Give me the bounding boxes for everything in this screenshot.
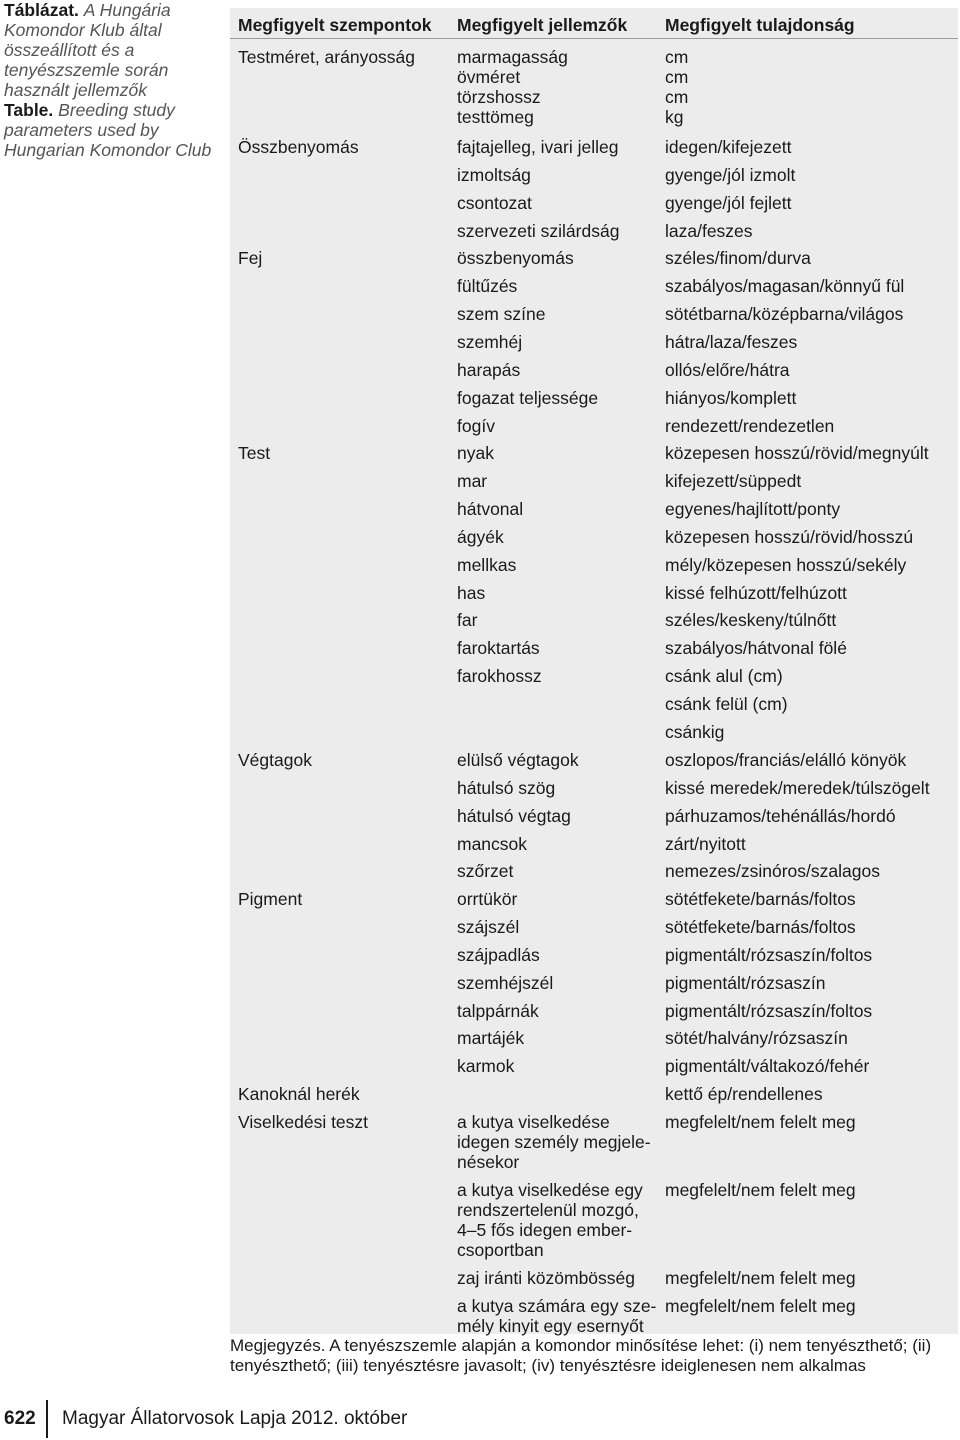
property-text: pigmentált/váltakozó/fehér [665, 1056, 870, 1076]
property-text: kissé felhúzott/felhúzott [665, 583, 847, 603]
property-text: cm [665, 67, 689, 87]
property-text: csánk alul (cm) [665, 666, 783, 686]
aspect-text: Kanoknál herék [238, 1084, 360, 1104]
feature-text: marmagasság [457, 47, 568, 67]
feature-text: faroktartás [457, 638, 540, 658]
cell-aspect [238, 694, 448, 714]
cell-property [665, 137, 958, 157]
feature-text: orrtükör [457, 889, 518, 909]
cell-property [665, 221, 958, 241]
cell-aspect [238, 638, 448, 658]
property-text: egyenes/hajlított/ponty [665, 499, 841, 519]
cell-feature [457, 388, 657, 408]
cell-feature [457, 416, 657, 436]
cell-aspect [238, 193, 448, 213]
cell-feature [457, 1112, 657, 1172]
cell-feature [457, 1028, 657, 1048]
cell-aspect [238, 499, 448, 519]
cell-aspect [238, 304, 448, 324]
journal-title: Magyar Állatorvosok Lapja 2012. október [62, 1408, 408, 1429]
feature-text: karmok [457, 1056, 515, 1076]
cell-aspect [238, 750, 448, 770]
cell-feature [457, 471, 657, 491]
feature-text: csoportban [457, 1240, 544, 1260]
property-text: oszlopos/franciás/elálló könyök [665, 750, 907, 770]
aspect-text [238, 1296, 448, 1316]
feature-text [457, 722, 657, 742]
feature-text: mellkas [457, 555, 517, 575]
cell-feature [457, 304, 657, 324]
property-text: pigmentált/rózsaszín/foltos [665, 945, 873, 965]
cell-property [665, 304, 958, 324]
cell-property [665, 1084, 958, 1104]
aspect-text [238, 499, 448, 519]
caption-en-label: Table. [4, 100, 54, 120]
aspect-text: Végtagok [238, 750, 312, 770]
aspect-text [238, 638, 448, 658]
cell-aspect [238, 332, 448, 352]
cell-aspect [238, 945, 448, 965]
cell-aspect [238, 1112, 448, 1132]
property-text: zárt/nyitott [665, 834, 746, 854]
cell-feature [457, 1001, 657, 1021]
header-observed-properties: Megfigyelt tulajdonság [665, 15, 855, 35]
caption-hu-label: Táblázat. [4, 0, 79, 20]
aspect-text [238, 917, 448, 937]
cell-aspect [238, 471, 448, 491]
cell-property [665, 332, 958, 352]
cell-property [665, 165, 958, 185]
property-text: mély/közepesen hosszú/sekély [665, 555, 907, 575]
cell-property [665, 193, 958, 213]
cell-feature [457, 1056, 657, 1076]
aspect-text [238, 1268, 448, 1288]
property-text: sötétfekete/barnás/foltos [665, 889, 856, 909]
cell-feature [457, 917, 657, 937]
cell-feature [457, 834, 657, 854]
feature-text: fültűzés [457, 276, 518, 296]
cell-aspect [238, 555, 448, 575]
footer-divider [46, 1400, 48, 1438]
feature-text: törzshossz [457, 87, 541, 107]
cell-aspect [238, 443, 448, 463]
aspect-text [238, 416, 448, 436]
feature-text: elülső végtagok [457, 750, 579, 770]
cell-property [665, 694, 958, 714]
cell-aspect [238, 834, 448, 854]
cell-feature [457, 750, 657, 770]
feature-text: 4–5 fős idegen ember- [457, 1220, 633, 1240]
cell-aspect [238, 360, 448, 380]
property-text: közepesen hosszú/rövid/hosszú [665, 527, 914, 547]
property-text: csánk felül (cm) [665, 694, 788, 714]
property-text: széles/finom/durva [665, 248, 811, 268]
cell-property [665, 834, 958, 854]
property-text: széles/keskeny/túlnőtt [665, 610, 837, 630]
property-text: sötétfekete/barnás/foltos [665, 917, 856, 937]
feature-text: a kutya számára egy sze- [457, 1296, 657, 1316]
cell-feature [457, 47, 657, 127]
cell-aspect [238, 416, 448, 436]
cell-feature [457, 583, 657, 603]
cell-feature [457, 1180, 657, 1260]
cell-feature [457, 861, 657, 881]
cell-property [665, 610, 958, 630]
aspect-text [238, 221, 448, 241]
cell-feature [457, 193, 657, 213]
cell-aspect [238, 1028, 448, 1048]
property-text: megfelelt/nem felelt meg [665, 1180, 856, 1200]
cell-property [665, 638, 958, 658]
header-observed-aspects: Megfigyelt szempontok [238, 15, 432, 35]
cell-aspect [238, 1056, 448, 1076]
cell-aspect [238, 806, 448, 826]
cell-property [665, 778, 958, 798]
feature-text: talppárnák [457, 1001, 539, 1021]
cell-feature [457, 889, 657, 909]
cell-property [665, 973, 958, 993]
cell-feature [457, 1296, 657, 1336]
aspect-text [238, 861, 448, 881]
aspect-text [238, 1056, 448, 1076]
feature-text: a kutya viselkedése egy [457, 1180, 643, 1200]
cell-property [665, 248, 958, 268]
feature-text: ágyék [457, 527, 504, 547]
feature-text: hátulsó szög [457, 778, 556, 798]
aspect-text [238, 527, 448, 547]
header-observed-features: Megfigyelt jellemzők [457, 15, 628, 35]
cell-feature [457, 248, 657, 268]
property-text: pigmentált/rózsaszín [665, 973, 826, 993]
property-text: cm [665, 47, 689, 67]
cell-feature [457, 555, 657, 575]
aspect-text: Test [238, 443, 271, 463]
cell-property [665, 471, 958, 491]
property-text: ollós/előre/hátra [665, 360, 790, 380]
feature-text: mancsok [457, 834, 528, 854]
feature-text: idegen személy megjele- [457, 1132, 651, 1152]
cell-aspect [238, 527, 448, 547]
cell-aspect [238, 610, 448, 630]
cell-aspect [238, 248, 448, 268]
cell-feature [457, 945, 657, 965]
property-text: megfelelt/nem felelt meg [665, 1296, 856, 1316]
feature-text: hátvonal [457, 499, 524, 519]
cell-property [665, 861, 958, 881]
aspect-text: Fej [238, 248, 263, 268]
cell-feature [457, 722, 657, 742]
cell-property [665, 1112, 958, 1132]
cell-property [665, 1001, 958, 1021]
page-number: 622 [4, 1408, 36, 1429]
property-text: rendezett/rendezetlen [665, 416, 835, 436]
feature-text: szájpadlás [457, 945, 540, 965]
table-header [230, 8, 958, 39]
feature-text: testtömeg [457, 107, 534, 127]
cell-feature [457, 137, 657, 157]
cell-feature [457, 221, 657, 241]
property-text: kifejezett/süppedt [665, 471, 802, 491]
aspect-text: Pigment [238, 889, 303, 909]
aspect-text [238, 945, 448, 965]
cell-property [665, 917, 958, 937]
cell-aspect [238, 889, 448, 909]
cell-aspect [238, 1180, 448, 1200]
feature-text: martájék [457, 1028, 525, 1048]
aspect-text [238, 165, 448, 185]
property-text: szabályos/hátvonal fölé [665, 638, 847, 658]
aspect-text [238, 1001, 448, 1021]
table-note: Megjegyzés. A tenyészszemle alapján a komondor minősítése lehet: (i) nem tenyészthető; (ii) tenyészthető; (iii) tenyésztésre javasolt; (iv) tenyésztésre ideiglenesen nem alkalmas [230, 1336, 932, 1375]
aspect-text [238, 304, 448, 324]
property-text: idegen/kifejezett [665, 137, 792, 157]
cell-property [665, 945, 958, 965]
caption-hungarian [4, 0, 226, 100]
cell-property [665, 1028, 958, 1048]
cell-feature [457, 638, 657, 658]
cell-feature [457, 332, 657, 352]
property-text: pigmentált/rózsaszín/foltos [665, 1001, 873, 1021]
aspect-text [238, 666, 448, 686]
aspect-text [238, 834, 448, 854]
cell-aspect [238, 137, 448, 157]
cell-aspect [238, 276, 448, 296]
data-table [230, 8, 958, 1334]
property-text: sötét/halvány/rózsaszín [665, 1028, 848, 1048]
property-text: párhuzamos/tehénállás/hordó [665, 806, 896, 826]
aspect-text [238, 555, 448, 575]
cell-property [665, 1180, 958, 1200]
feature-text [457, 1084, 657, 1104]
property-text: megfelelt/nem felelt meg [665, 1112, 856, 1132]
property-text: kg [665, 107, 684, 127]
cell-property [665, 750, 958, 770]
property-text: kettő ép/rendellenes [665, 1084, 823, 1104]
cell-property [665, 443, 958, 463]
property-text: kissé meredek/meredek/túlszögelt [665, 778, 930, 798]
feature-text: szemhéjszél [457, 973, 554, 993]
feature-text: szőrzet [457, 861, 514, 881]
aspect-text [238, 193, 448, 213]
feature-text: harapás [457, 360, 521, 380]
property-text: szabályos/magasan/könnyű fül [665, 276, 905, 296]
cell-aspect [238, 666, 448, 686]
cell-feature [457, 165, 657, 185]
caption-en-title: Breeding study parameters used by Hungarian Komondor Club [4, 100, 212, 160]
aspect-text [238, 1180, 448, 1200]
feature-text: nésekor [457, 1152, 520, 1172]
cell-aspect [238, 47, 448, 67]
cell-property [665, 499, 958, 519]
cell-aspect [238, 165, 448, 185]
property-text: gyenge/jól fejlett [665, 193, 792, 213]
cell-aspect [238, 221, 448, 241]
cell-feature [457, 1268, 657, 1288]
aspect-text [238, 722, 448, 742]
cell-property [665, 889, 958, 909]
property-text: hátra/laza/feszes [665, 332, 798, 352]
cell-aspect [238, 583, 448, 603]
feature-text: fajtajelleg, ivari jelleg [457, 137, 619, 157]
property-text: nemezes/zsinóros/szalagos [665, 861, 880, 881]
aspect-text [238, 332, 448, 352]
feature-text: fogazat teljessége [457, 388, 599, 408]
aspect-text [238, 973, 448, 993]
cell-property [665, 1056, 958, 1076]
property-text: hiányos/komplett [665, 388, 797, 408]
cell-aspect [238, 1296, 448, 1316]
aspect-text [238, 276, 448, 296]
cell-property [665, 388, 958, 408]
cell-aspect [238, 1001, 448, 1021]
cell-feature [457, 499, 657, 519]
aspect-text [238, 610, 448, 630]
cell-property [665, 555, 958, 575]
cell-feature [457, 666, 657, 686]
property-text: csánkig [665, 722, 725, 742]
feature-text: izmoltság [457, 165, 531, 185]
aspect-text [238, 806, 448, 826]
cell-feature [457, 973, 657, 993]
property-text: megfelelt/nem felelt meg [665, 1268, 856, 1288]
cell-property [665, 1296, 958, 1316]
cell-property [665, 276, 958, 296]
cell-property [665, 806, 958, 826]
feature-text: csontozat [457, 193, 532, 213]
cell-property [665, 722, 958, 742]
cell-property [665, 583, 958, 603]
caption-hu-title: A Hungária Komondor Klub által összeállított és a tenyészszemle során használt jellemzők [4, 0, 171, 100]
aspect-text [238, 471, 448, 491]
cell-feature [457, 778, 657, 798]
cell-aspect [238, 722, 448, 742]
property-text: laza/feszes [665, 221, 753, 241]
feature-text: összbenyomás [457, 248, 574, 268]
feature-text: hátulsó végtag [457, 806, 571, 826]
feature-text: farokhossz [457, 666, 542, 686]
cell-feature [457, 527, 657, 547]
aspect-text [238, 360, 448, 380]
property-text: közepesen hosszú/rövid/megnyúlt [665, 443, 929, 463]
feature-text: mar [457, 471, 488, 491]
table-caption [4, 0, 226, 160]
cell-property [665, 360, 958, 380]
cell-feature [457, 694, 657, 714]
cell-property [665, 1268, 958, 1288]
aspect-text [238, 1028, 448, 1048]
cell-feature [457, 360, 657, 380]
feature-text: szemhéj [457, 332, 523, 352]
feature-text: szem színe [457, 304, 546, 324]
cell-property [665, 416, 958, 436]
feature-text: mély kinyit egy esernyőt [457, 1316, 644, 1336]
property-text: sötétbarna/középbarna/világos [665, 304, 904, 324]
cell-feature [457, 276, 657, 296]
feature-text: szájszél [457, 917, 520, 937]
cell-property [665, 666, 958, 686]
aspect-text [238, 694, 448, 714]
cell-aspect [238, 388, 448, 408]
cell-feature [457, 1084, 657, 1104]
feature-text: far [457, 610, 478, 630]
feature-text [457, 694, 657, 714]
cell-aspect [238, 973, 448, 993]
feature-text: fogív [457, 416, 495, 436]
feature-text: zaj iránti közömbösség [457, 1268, 635, 1288]
cell-aspect [238, 861, 448, 881]
cell-property [665, 47, 958, 127]
feature-text: szervezeti szilárdság [457, 221, 620, 241]
feature-text: nyak [457, 443, 494, 463]
cell-aspect [238, 917, 448, 937]
aspect-text [238, 388, 448, 408]
feature-text: övméret [457, 67, 521, 87]
property-text: gyenge/jól izmolt [665, 165, 796, 185]
cell-property [665, 527, 958, 547]
caption-english [4, 100, 226, 160]
aspect-text: Viselkedési teszt [238, 1112, 369, 1132]
cell-aspect [238, 778, 448, 798]
cell-feature [457, 610, 657, 630]
cell-feature [457, 806, 657, 826]
property-text: cm [665, 87, 689, 107]
cell-aspect [238, 1268, 448, 1288]
cell-feature [457, 443, 657, 463]
aspect-text: Összbenyomás [238, 137, 359, 157]
feature-text: rendszertelenül mozgó, [457, 1200, 639, 1220]
aspect-text [238, 778, 448, 798]
aspect-text: Testméret, arányosság [238, 47, 416, 67]
cell-aspect [238, 1084, 448, 1104]
feature-text: has [457, 583, 486, 603]
page-footer [0, 1400, 960, 1440]
feature-text: a kutya viselkedése [457, 1112, 610, 1132]
aspect-text [238, 583, 448, 603]
